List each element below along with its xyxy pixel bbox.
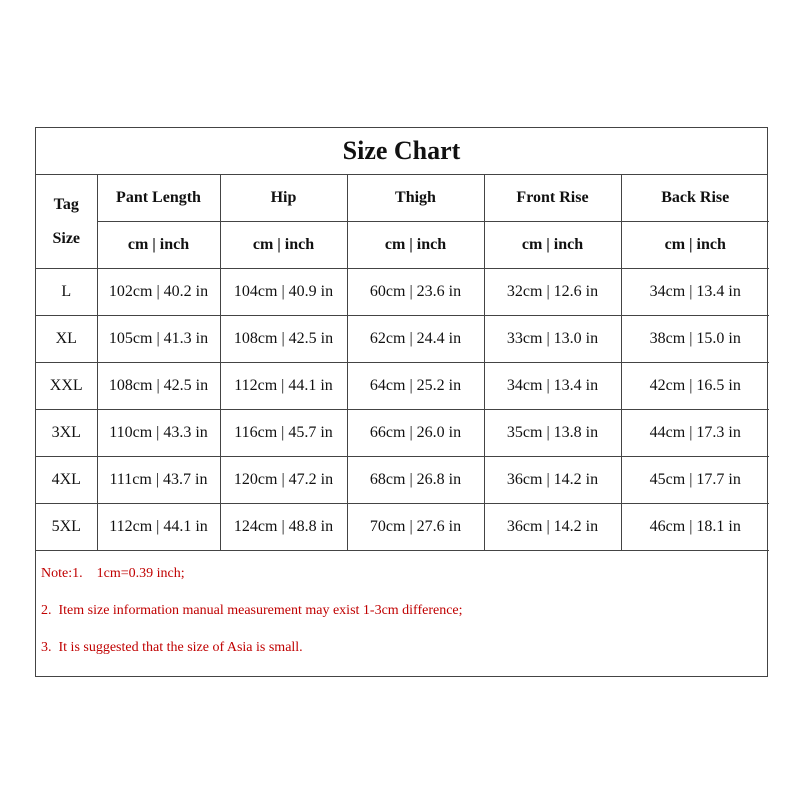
table-cell: 32cm | 12.6 in — [484, 269, 621, 316]
column-header: Pant Length — [97, 175, 220, 222]
table-cell: 62cm | 24.4 in — [347, 316, 484, 363]
table-cell: 36cm | 14.2 in — [484, 457, 621, 504]
unit-label: cm | inch — [347, 222, 484, 269]
table-cell: 45cm | 17.7 in — [621, 457, 769, 504]
note-line: 2. Item size information manual measurement may exist 1-3cm difference; — [41, 603, 463, 618]
size-label: Size — [52, 229, 81, 247]
unit-row — [36, 222, 769, 269]
table-cell: 116cm | 45.7 in — [220, 410, 347, 457]
table-cell: 110cm | 43.3 in — [97, 410, 220, 457]
table-cell: 34cm | 13.4 in — [484, 363, 621, 410]
size-cell: 5XL — [36, 504, 97, 551]
table-cell: 44cm | 17.3 in — [621, 410, 769, 457]
tag-label: Tag — [53, 195, 79, 213]
table-row — [36, 410, 769, 457]
header-row — [36, 175, 769, 222]
note-line: 3. It is suggested that the size of Asia is small. — [41, 640, 303, 655]
table-cell: 36cm | 14.2 in — [484, 504, 621, 551]
unit-label: cm | inch — [484, 222, 621, 269]
column-header: Back Rise — [621, 175, 769, 222]
table-row — [36, 269, 769, 316]
unit-label: cm | inch — [97, 222, 220, 269]
size-table — [36, 175, 769, 551]
table-cell: 38cm | 15.0 in — [621, 316, 769, 363]
unit-label: cm | inch — [220, 222, 347, 269]
table-cell: 33cm | 13.0 in — [484, 316, 621, 363]
table-cell: 34cm | 13.4 in — [621, 269, 769, 316]
table-cell: 112cm | 44.1 in — [220, 363, 347, 410]
table-cell: 35cm | 13.8 in — [484, 410, 621, 457]
note-line: Note:1. 1cm=0.39 inch; — [41, 566, 185, 581]
table-cell: 70cm | 27.6 in — [347, 504, 484, 551]
table-cell: 108cm | 42.5 in — [97, 363, 220, 410]
table-row — [36, 363, 769, 410]
size-cell: XL — [36, 316, 97, 363]
column-header: Thigh — [347, 175, 484, 222]
size-chart — [35, 127, 768, 677]
size-cell: 4XL — [36, 457, 97, 504]
size-cell: 3XL — [36, 410, 97, 457]
table-row — [36, 316, 769, 363]
size-cell: L — [36, 269, 97, 316]
table-row — [36, 457, 769, 504]
table-cell: 104cm | 40.9 in — [220, 269, 347, 316]
column-header: Hip — [220, 175, 347, 222]
table-cell: 105cm | 41.3 in — [97, 316, 220, 363]
column-header: Front Rise — [484, 175, 621, 222]
table-cell: 112cm | 44.1 in — [97, 504, 220, 551]
table-cell: 108cm | 42.5 in — [220, 316, 347, 363]
unit-label: cm | inch — [621, 222, 769, 269]
table-cell: 124cm | 48.8 in — [220, 504, 347, 551]
table-row — [36, 504, 769, 551]
table-cell: 120cm | 47.2 in — [220, 457, 347, 504]
table-cell: 60cm | 23.6 in — [347, 269, 484, 316]
size-cell: XXL — [36, 363, 97, 410]
table-cell: 46cm | 18.1 in — [621, 504, 769, 551]
table-cell: 68cm | 26.8 in — [347, 457, 484, 504]
table-cell: 64cm | 25.2 in — [347, 363, 484, 410]
tag-size-header — [36, 175, 97, 269]
table-cell: 111cm | 43.7 in — [97, 457, 220, 504]
table-cell: 66cm | 26.0 in — [347, 410, 484, 457]
table-cell: 42cm | 16.5 in — [621, 363, 769, 410]
table-cell: 102cm | 40.2 in — [97, 269, 220, 316]
chart-title: Size Chart — [36, 128, 767, 175]
